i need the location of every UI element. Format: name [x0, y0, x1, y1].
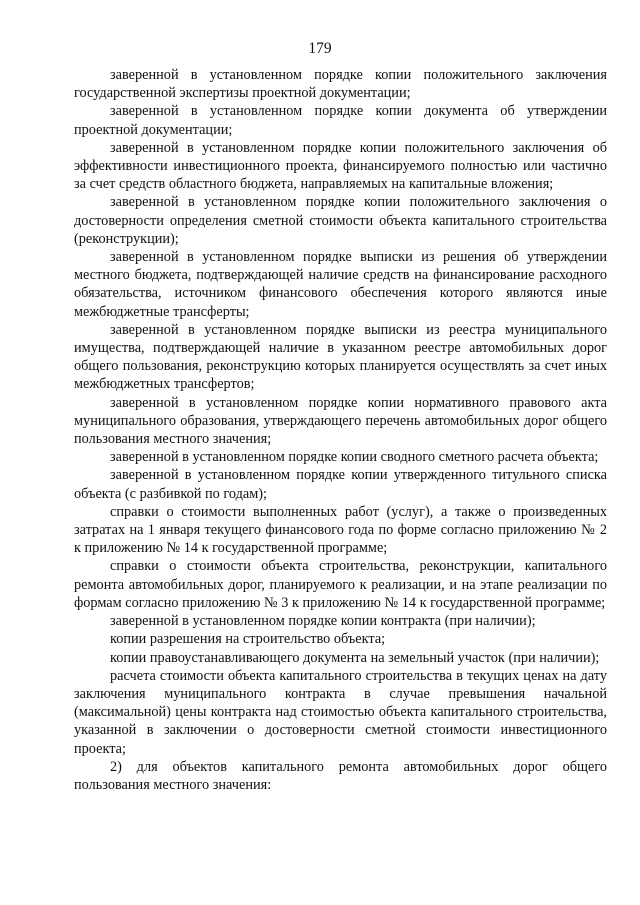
paragraph: заверенной в установленном порядке копии утвержденного титульного списка объекта (с разбивкой по годам); — [74, 467, 607, 502]
paragraph: копии разрешения на строительство объекта; — [110, 631, 386, 648]
paragraph: заверенной в установленном порядке копии нормативного правового акта муниципального образования, утверждающего перечень автомобильных дорог общего пользования местного значения; — [74, 394, 607, 448]
paragraph: заверенной в установленном порядке копии документа об утверждении проектной документации; — [74, 103, 607, 138]
paragraph: заверенной в установленном порядке копии положительного заключения об эффективности инвестиционного проекта, финансируемого полностью или частично за счет средств областного бюджета, направляемых на капитальные вложения; — [74, 139, 607, 193]
paragraph: 2) для объектов капитального ремонта автомобильных дорог общего пользования местного значения: — [74, 758, 607, 793]
paragraph: заверенной в установленном порядке копии положительного заключения о достоверности определения сметной стоимости объекта капитального строительства (реконструкции); — [74, 194, 607, 247]
paragraph: заверенной в установленном порядке копии положительного заключения государственной экспертизы проектной документации; — [74, 67, 607, 102]
paragraph: справки о стоимости объекта строительства, реконструкции, капитального ремонта автомобильных дорог, планируемого к реализации, и на этапе реализации по формам согласно приложению № 3 к приложению № 14 к государственной программе; — [74, 558, 607, 611]
paragraph: заверенной в установленном порядке выписки из решения об утверждении местного бюджета, подтверждающей наличие средств на финансирование расходного обязательства, источником финансового обеспечения которого являются иные межбюджетные трансферты; — [74, 249, 607, 320]
page-number: 179 — [308, 40, 332, 57]
paragraph: справки о стоимости выполненных работ (услуг), а также о произведенных затратах на 1 января текущего финансового года по форме согласно приложению № 2 к приложению № 14 к государственной программе; — [74, 503, 607, 557]
paragraph: копии правоустанавливающего документа на земельный участок (при наличии); — [110, 649, 600, 666]
document-body — [74, 66, 607, 794]
paragraph: заверенной в установленном порядке копии контракта (при наличии); — [110, 613, 536, 630]
paragraph: заверенной в установленном порядке выписки из реестра муниципального имущества, подтверждающей наличие в указанном реестре автомобильных дорог общего пользования, реконструкцию которых планируется осуществлять за счет иных межбюджетных трансфертов; — [74, 321, 607, 393]
paragraph: заверенной в установленном порядке копии сводного сметного расчета объекта; — [110, 449, 599, 466]
paragraph: расчета стоимости объекта капитального строительства в текущих ценах на дату заключения муниципального контракта в случае превышения начальной (максимальной) цены контракта над стоимостью объекта капитального строительства, указанной в заключении о достоверности сметной стоимости инвестиционного проекта; — [74, 667, 607, 757]
